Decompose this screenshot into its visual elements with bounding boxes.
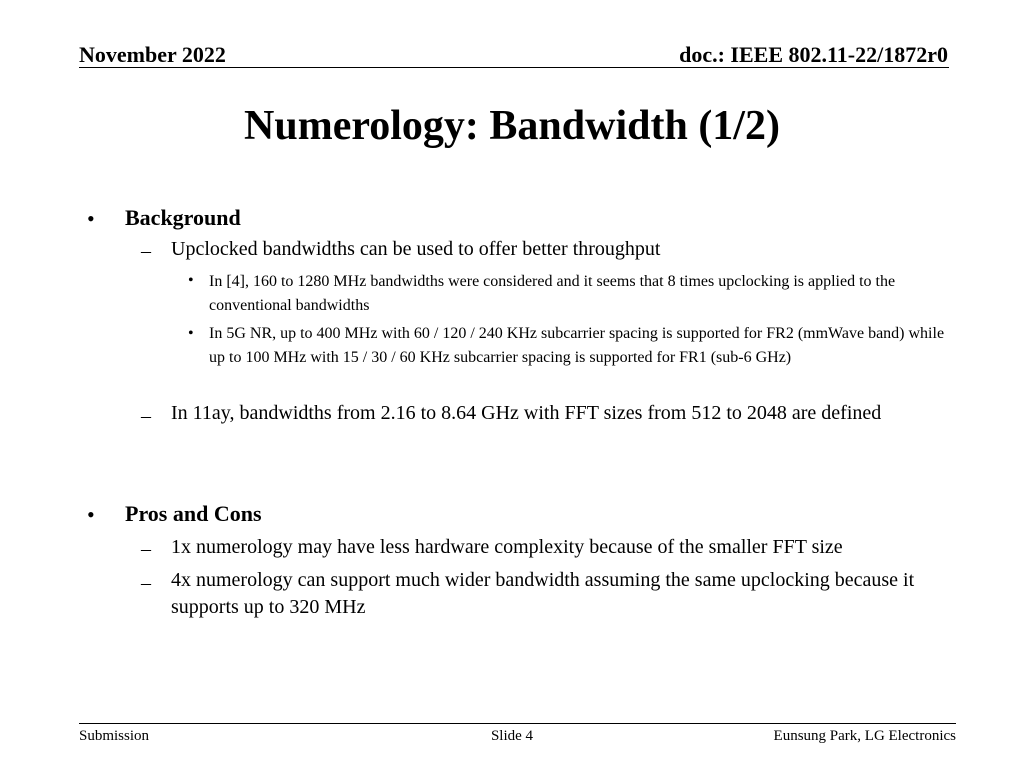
sub-item-1280mhz: In [4], 160 to 1280 MHz bandwidths were considered and it seems that 8 times upclocking is applied to the conventional bandwidths (209, 273, 896, 314)
footer-submission: Submission (79, 728, 150, 744)
dash-glyph: – (141, 405, 151, 427)
list-item-upclocked: Upclocked bandwidths can be used to offer better throughput (171, 238, 661, 260)
list-item-11ay: In 11ay, bandwidths from 2.16 to 8.64 GHz with FFT sizes from 512 to 2048 are defined (171, 402, 882, 424)
footer-slide-number: Slide 4 (490, 728, 534, 744)
bullet-glyph: • (188, 325, 194, 342)
header-date: November 2022 (79, 42, 226, 67)
list-item-1x-numerology: 1x numerology may have less hardware complexity because of the smaller FFT size (171, 536, 843, 558)
header-doc-id: doc.: IEEE 802.11-22/1872r0 (679, 42, 948, 67)
footer-divider (79, 723, 956, 724)
bullet-glyph: • (87, 206, 95, 231)
dash-glyph: – (141, 240, 151, 262)
slide-title: Numerology: Bandwidth (1/2) (244, 103, 780, 149)
list-item-4x-numerology: 4x numerology can support much wider bandwidth assuming the same upclocking because it supports up to 320 MHz (171, 569, 915, 618)
bullet-glyph: • (87, 502, 95, 527)
sub-item-5g-nr: In 5G NR, up to 400 MHz with 60 / 120 / 240 KHz subcarrier spacing is supported for FR2 (mmWave band) while up to 100 MHz with 15 / 30 / 60 KHz subcarrier spacing is supported for FR1 (sub-6 GHz) (209, 325, 945, 366)
dash-glyph: – (141, 572, 151, 594)
bullet-glyph: • (188, 272, 194, 289)
dash-glyph: – (141, 538, 151, 560)
section-heading-background: Background (125, 205, 241, 230)
section-heading-pros-cons: Pros and Cons (125, 501, 262, 526)
footer-author: Eunsung Park, LG Electronics (773, 728, 956, 744)
